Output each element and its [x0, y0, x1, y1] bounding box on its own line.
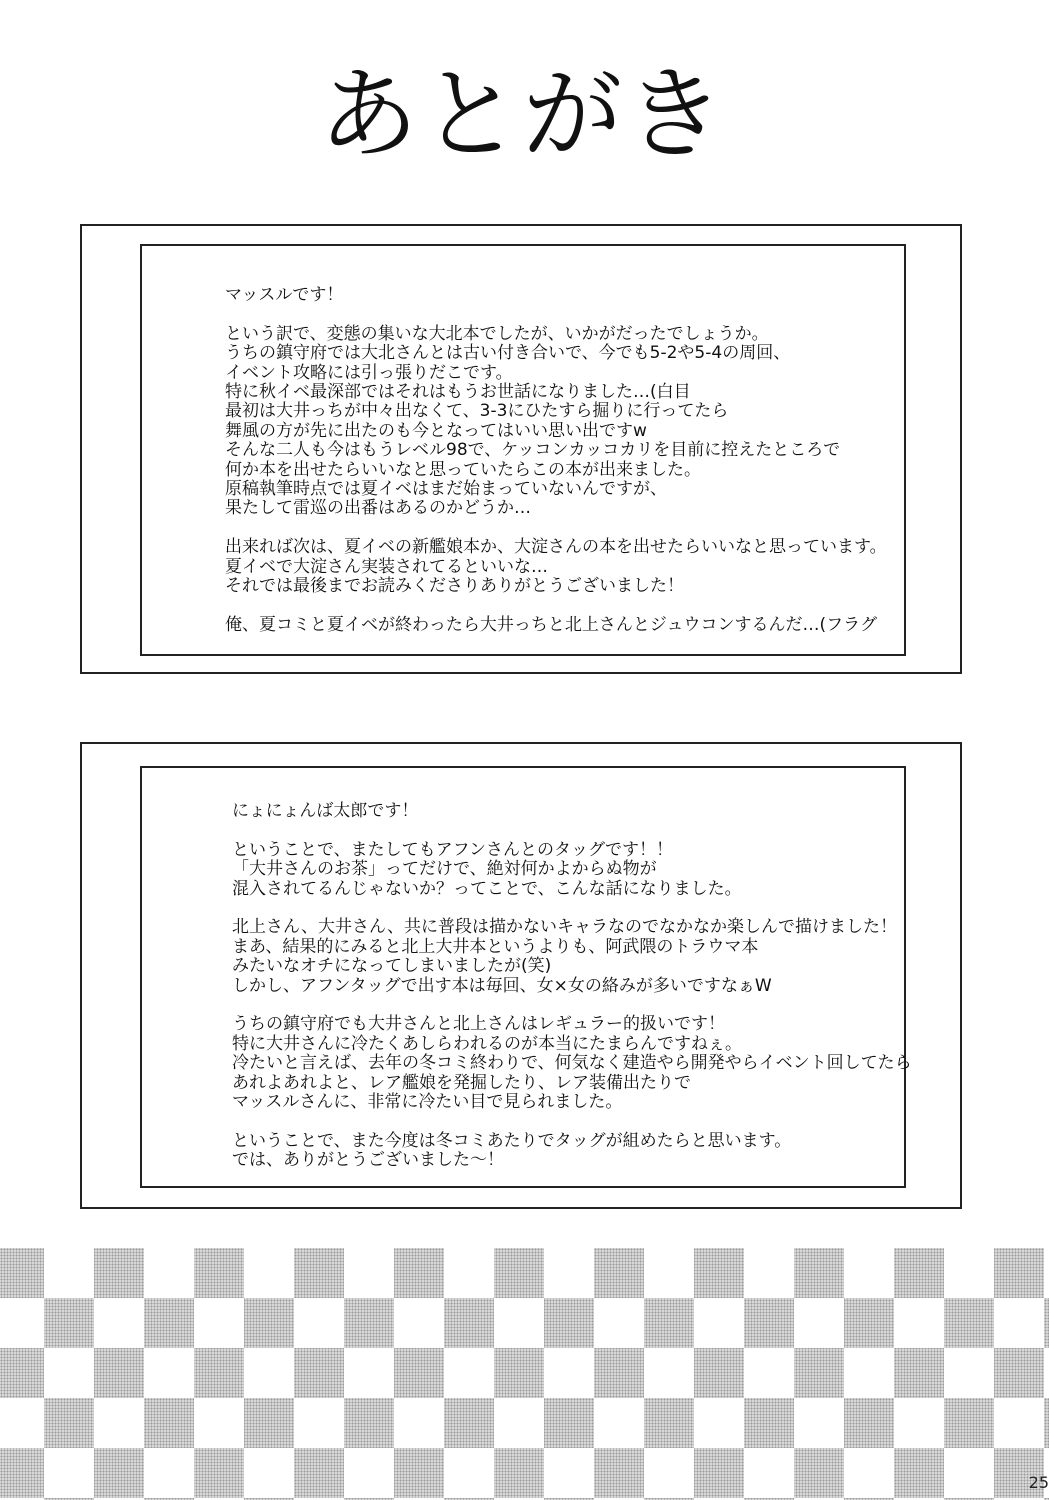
text-line: みたいなオチになってしまいましたが(笑): [232, 956, 552, 977]
checker-cell: [494, 1348, 544, 1398]
text-line: 出来れば次は、夏イベの新艦娘本か、大淀さんの本を出せたらいいなと思っています。: [225, 537, 887, 558]
afterword-box-2-inner-border: [140, 766, 912, 1188]
checker-cell: [0, 1448, 44, 1498]
text-line: 北上さん、大井さん、共に普段は描かないキャラなのでなかなか楽しんで描けました！: [232, 917, 898, 938]
checker-cell: [444, 1398, 494, 1448]
paragraph: [232, 802, 912, 821]
checker-cell: [644, 1398, 694, 1448]
text-line: では、ありがとうございました～！: [232, 1150, 504, 1171]
checker-cell: [294, 1348, 344, 1398]
checker-cell: [694, 1448, 744, 1498]
text-line: そんな二人も今はもうレベル98で、ケッコンカッコカリを目前に控えたところで: [225, 440, 841, 461]
text-line: 果たして雷巡の出番はあるのかどうか…: [225, 498, 531, 519]
checker-cell: [794, 1248, 844, 1298]
checker-cell: [144, 1298, 194, 1348]
checker-cell: [944, 1298, 994, 1348]
checker-cell: [844, 1398, 894, 1448]
checker-cell: [994, 1348, 1044, 1398]
paragraph: [225, 538, 887, 596]
checker-cell: [744, 1398, 794, 1448]
paragraph: [225, 616, 887, 635]
checker-cell: [494, 1248, 544, 1298]
checker-cell: [694, 1248, 744, 1298]
checker-cell: [144, 1398, 194, 1448]
text-line: 夏イベで大淀さん実装されてるといいな…: [225, 556, 548, 577]
checker-cell: [294, 1248, 344, 1298]
afterword-box-1: [80, 224, 962, 674]
checker-cell: [894, 1448, 944, 1498]
text-line: ということで、また今度は冬コミあたりでタッグが組めたらと思います。: [232, 1130, 792, 1151]
checker-cell: [1044, 1398, 1049, 1448]
checker-cell: [994, 1248, 1044, 1298]
text-line: 俺、夏コミと夏イベが終わったら大井っちと北上さんとジュウコンするんだ…(フラグ: [225, 614, 878, 635]
text-line: 「大井さんのお茶」ってだけで、絶対何かよからぬ物が: [232, 859, 657, 880]
text-line: 原稿執筆時点では夏イベはまだ始まっていないんですが、: [225, 479, 667, 500]
checker-cell: [294, 1448, 344, 1498]
page-title: あとがき: [318, 56, 727, 173]
checker-cell: [944, 1398, 994, 1448]
text-line: マッスルです！: [225, 285, 344, 305]
checker-cell: [844, 1298, 894, 1348]
checker-cell: [544, 1398, 594, 1448]
afterword-text-2: [232, 802, 912, 1171]
text-line: うちの鎮守府でも大井さんと北上さんはレギュラー的扱いです！: [232, 1014, 725, 1035]
checker-cell: [594, 1248, 644, 1298]
afterword-text-1: [225, 286, 887, 635]
checker-cell: [394, 1248, 444, 1298]
checker-cell: [194, 1348, 244, 1398]
checker-cell: [594, 1448, 644, 1498]
checker-cell: [194, 1248, 244, 1298]
checker-cell: [244, 1398, 294, 1448]
afterword-box-1-inner-border: [140, 244, 906, 656]
text-line: 混入されてるんじゃないか？ってことで、こんな話になりました。: [232, 878, 742, 899]
checker-cell: [344, 1298, 394, 1348]
paragraph: [232, 1132, 912, 1171]
checker-cell: [44, 1298, 94, 1348]
paragraph: [232, 918, 912, 996]
text-line: それでは最後までお読みくださりありがとうございました！: [225, 576, 684, 597]
text-line: 特に秋イベ最深部ではそれはもうお世話になりました…(白目: [225, 382, 691, 403]
checker-cell: [444, 1298, 494, 1348]
text-line: マッスルさんに、非常に冷たい目で見られました。: [232, 1092, 623, 1113]
checker-cell: [794, 1448, 844, 1498]
paragraph: [225, 286, 887, 305]
checker-cell: [744, 1298, 794, 1348]
text-line: イベント攻略には引っ張りだこです。: [225, 362, 513, 383]
page-number: 25: [1028, 1473, 1049, 1492]
text-line: うちの鎮守府では大北さんとは古い付き合いで、今でも5-2や5-4の周回、: [225, 343, 791, 364]
checker-cell: [394, 1448, 444, 1498]
checker-cell: [0, 1348, 44, 1398]
checker-cell: [794, 1348, 844, 1398]
checker-cell: [544, 1298, 594, 1348]
checker-cell: [194, 1448, 244, 1498]
checker-cell: [644, 1298, 694, 1348]
afterword-box-2: [80, 742, 962, 1209]
checker-cell: [94, 1448, 144, 1498]
checker-cell: [694, 1348, 744, 1398]
checker-cell: [894, 1348, 944, 1398]
text-line: にょにょんば太郎です！: [232, 801, 419, 821]
checker-cell: [244, 1298, 294, 1348]
checker-cell: [94, 1248, 144, 1298]
text-line: 冷たいと言えば、去年の冬コミ終わりで、何気なく建造やら開発やらイベント回してたら: [232, 1053, 912, 1074]
checker-cell: [594, 1348, 644, 1398]
text-line: 最初は大井っちが中々出なくて、3-3にひたすら掘りに行ってたら: [225, 401, 729, 422]
text-line: 何か本を出せたらいいなと思っていたらこの本が出来ました。: [225, 459, 701, 480]
paragraph: [232, 1015, 912, 1112]
checker-cell: [394, 1348, 444, 1398]
text-line: 特に大井さんに冷たくあしらわれるのが本当にたまらんですねぇ。: [232, 1033, 742, 1054]
checker-cell: [894, 1248, 944, 1298]
text-line: 舞風の方が先に出たのも今となってはいい思い出ですw: [225, 420, 647, 441]
text-line: という訳で、変態の集いな大北本でしたが、いかがだったでしょうか。: [225, 323, 769, 344]
checker-cell: [44, 1398, 94, 1448]
checker-cell: [494, 1448, 544, 1498]
text-line: しかし、アフンタッグで出す本は毎回、女×女の絡みが多いですなぁW: [232, 975, 772, 996]
checker-cell: [94, 1348, 144, 1398]
text-line: ということで、またしてもアフンさんとのタッグです！！: [232, 839, 673, 860]
checker-cell: [0, 1248, 44, 1298]
checker-cell: [1044, 1298, 1049, 1348]
checker-pattern-decoration: [0, 1248, 1045, 1500]
paragraph: [232, 841, 912, 899]
text-line: まあ、結果的にみると北上大井本というよりも、阿武隈のトラウマ本: [232, 936, 759, 957]
paragraph: [225, 325, 887, 519]
text-line: あれよあれよと、レア艦娘を発掘したり、レア装備出たりで: [232, 1072, 691, 1093]
checker-cell: [344, 1398, 394, 1448]
